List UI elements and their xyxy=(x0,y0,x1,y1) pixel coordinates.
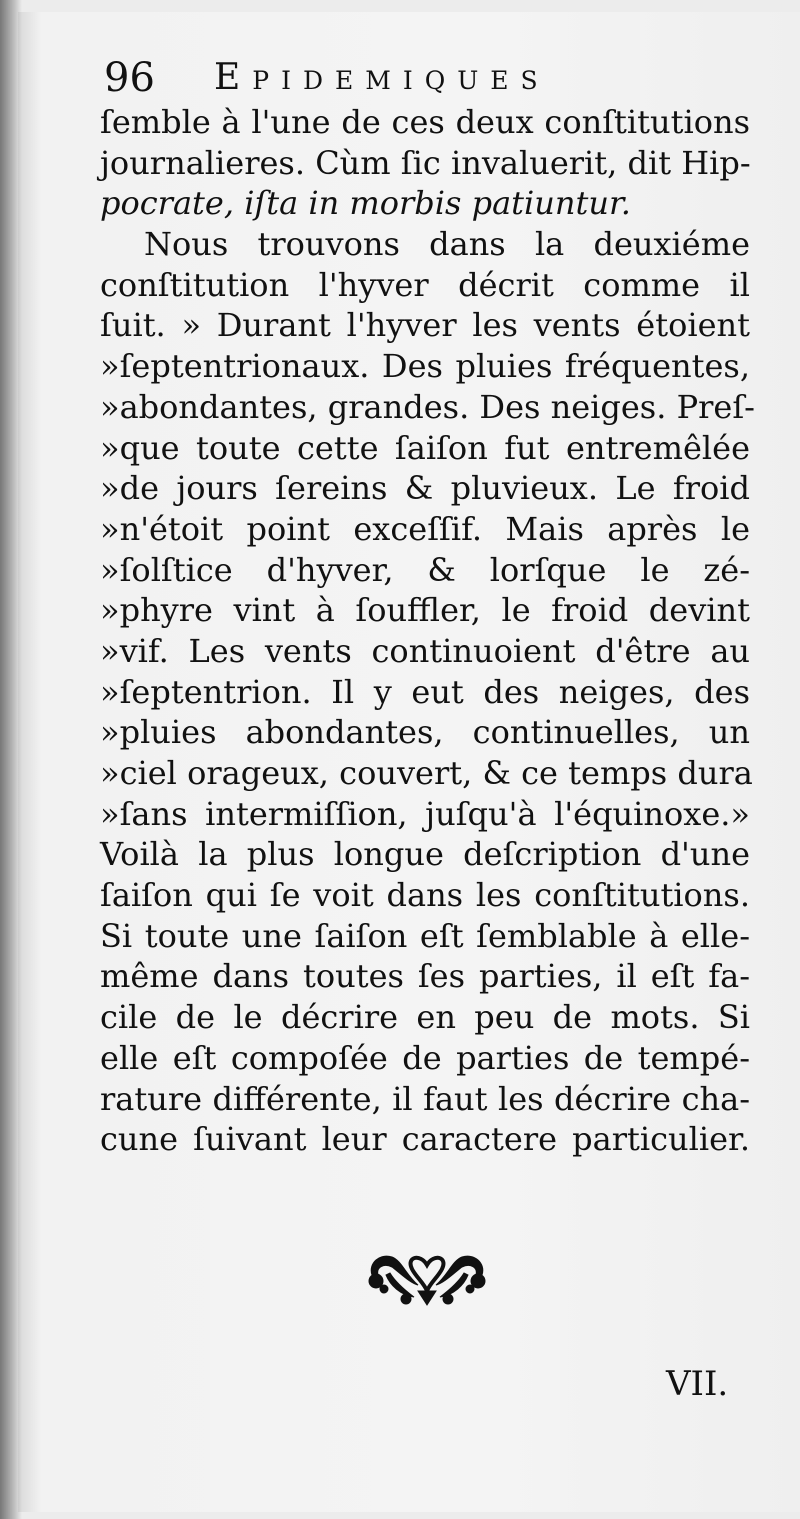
text-line: »vif. Les vents continuoient d'être au xyxy=(100,631,750,670)
fleuron-ornament-icon xyxy=(366,1245,488,1309)
text-line: »phyre vint à ſouffler, le froid devint xyxy=(100,591,750,630)
text-line: »ſeptentrion. Il y eut des neiges, des xyxy=(100,672,750,711)
page-number: 96 xyxy=(104,55,155,101)
text-line: »ſeptentrionaux. Des pluies fréquentes, xyxy=(100,347,750,386)
page-header xyxy=(104,52,744,104)
text-line: »abondantes, grandes. Des neiges. Preſ- xyxy=(100,387,755,426)
text-line: »de jours ſereins & pluvieux. Le froid xyxy=(100,469,750,508)
text-line: Nous trouvons dans la deuxiéme xyxy=(144,225,750,264)
text-line: pocrate, iſta in morbis patiuntur. xyxy=(100,184,631,223)
text-line: »pluies abondantes, continuelles, un xyxy=(100,713,750,752)
text-line: ſuit. » Durant l'hyver les vents étoient xyxy=(100,306,750,345)
text-line: rature différente, il faut les décrire cha- xyxy=(100,1079,750,1118)
text-line: »ſans intermiſſion, juſqu'à l'équinoxe.» xyxy=(100,794,750,833)
text-line: cune ſuivant leur caractere particulier. xyxy=(100,1120,750,1159)
text-line: journalieres. Cùm ſic invaluerit, dit Hip- xyxy=(100,143,751,182)
text-line: Si toute une ſaiſon eſt ſemblable à elle- xyxy=(100,916,750,955)
text-line: même dans toutes ſes parties, il eſt fa- xyxy=(100,957,750,996)
body-text xyxy=(100,102,755,1160)
text-line: cile de le décrire en peu de mots. Si xyxy=(100,998,750,1037)
text-line: elle eſt compoſée de parties de tempé- xyxy=(100,1038,750,1077)
text-line: Voilà la plus longue deſcription d'une xyxy=(100,835,750,874)
text-line: »que toute cette ſaiſon fut entremêlée xyxy=(100,428,750,467)
text-line: »ſolſtice d'hyver, & lorſque le zé- xyxy=(100,550,750,589)
text-line: ſaiſon qui ſe voit dans les conſtitutions. xyxy=(100,876,750,915)
text-line: »ciel orageux, couvert, & ce temps dura xyxy=(100,754,753,792)
text-line: »n'étoit point exceſſif. Mais après le xyxy=(100,509,750,548)
text-line: conſtitution l'hyver décrit comme il xyxy=(100,265,750,304)
text-line: ſemble à l'une de ces deux conſtitutions xyxy=(100,103,750,141)
running-head: Epidemiques xyxy=(214,57,550,98)
gutter-shadow xyxy=(0,0,22,1519)
catchword: VII. xyxy=(666,1364,729,1404)
